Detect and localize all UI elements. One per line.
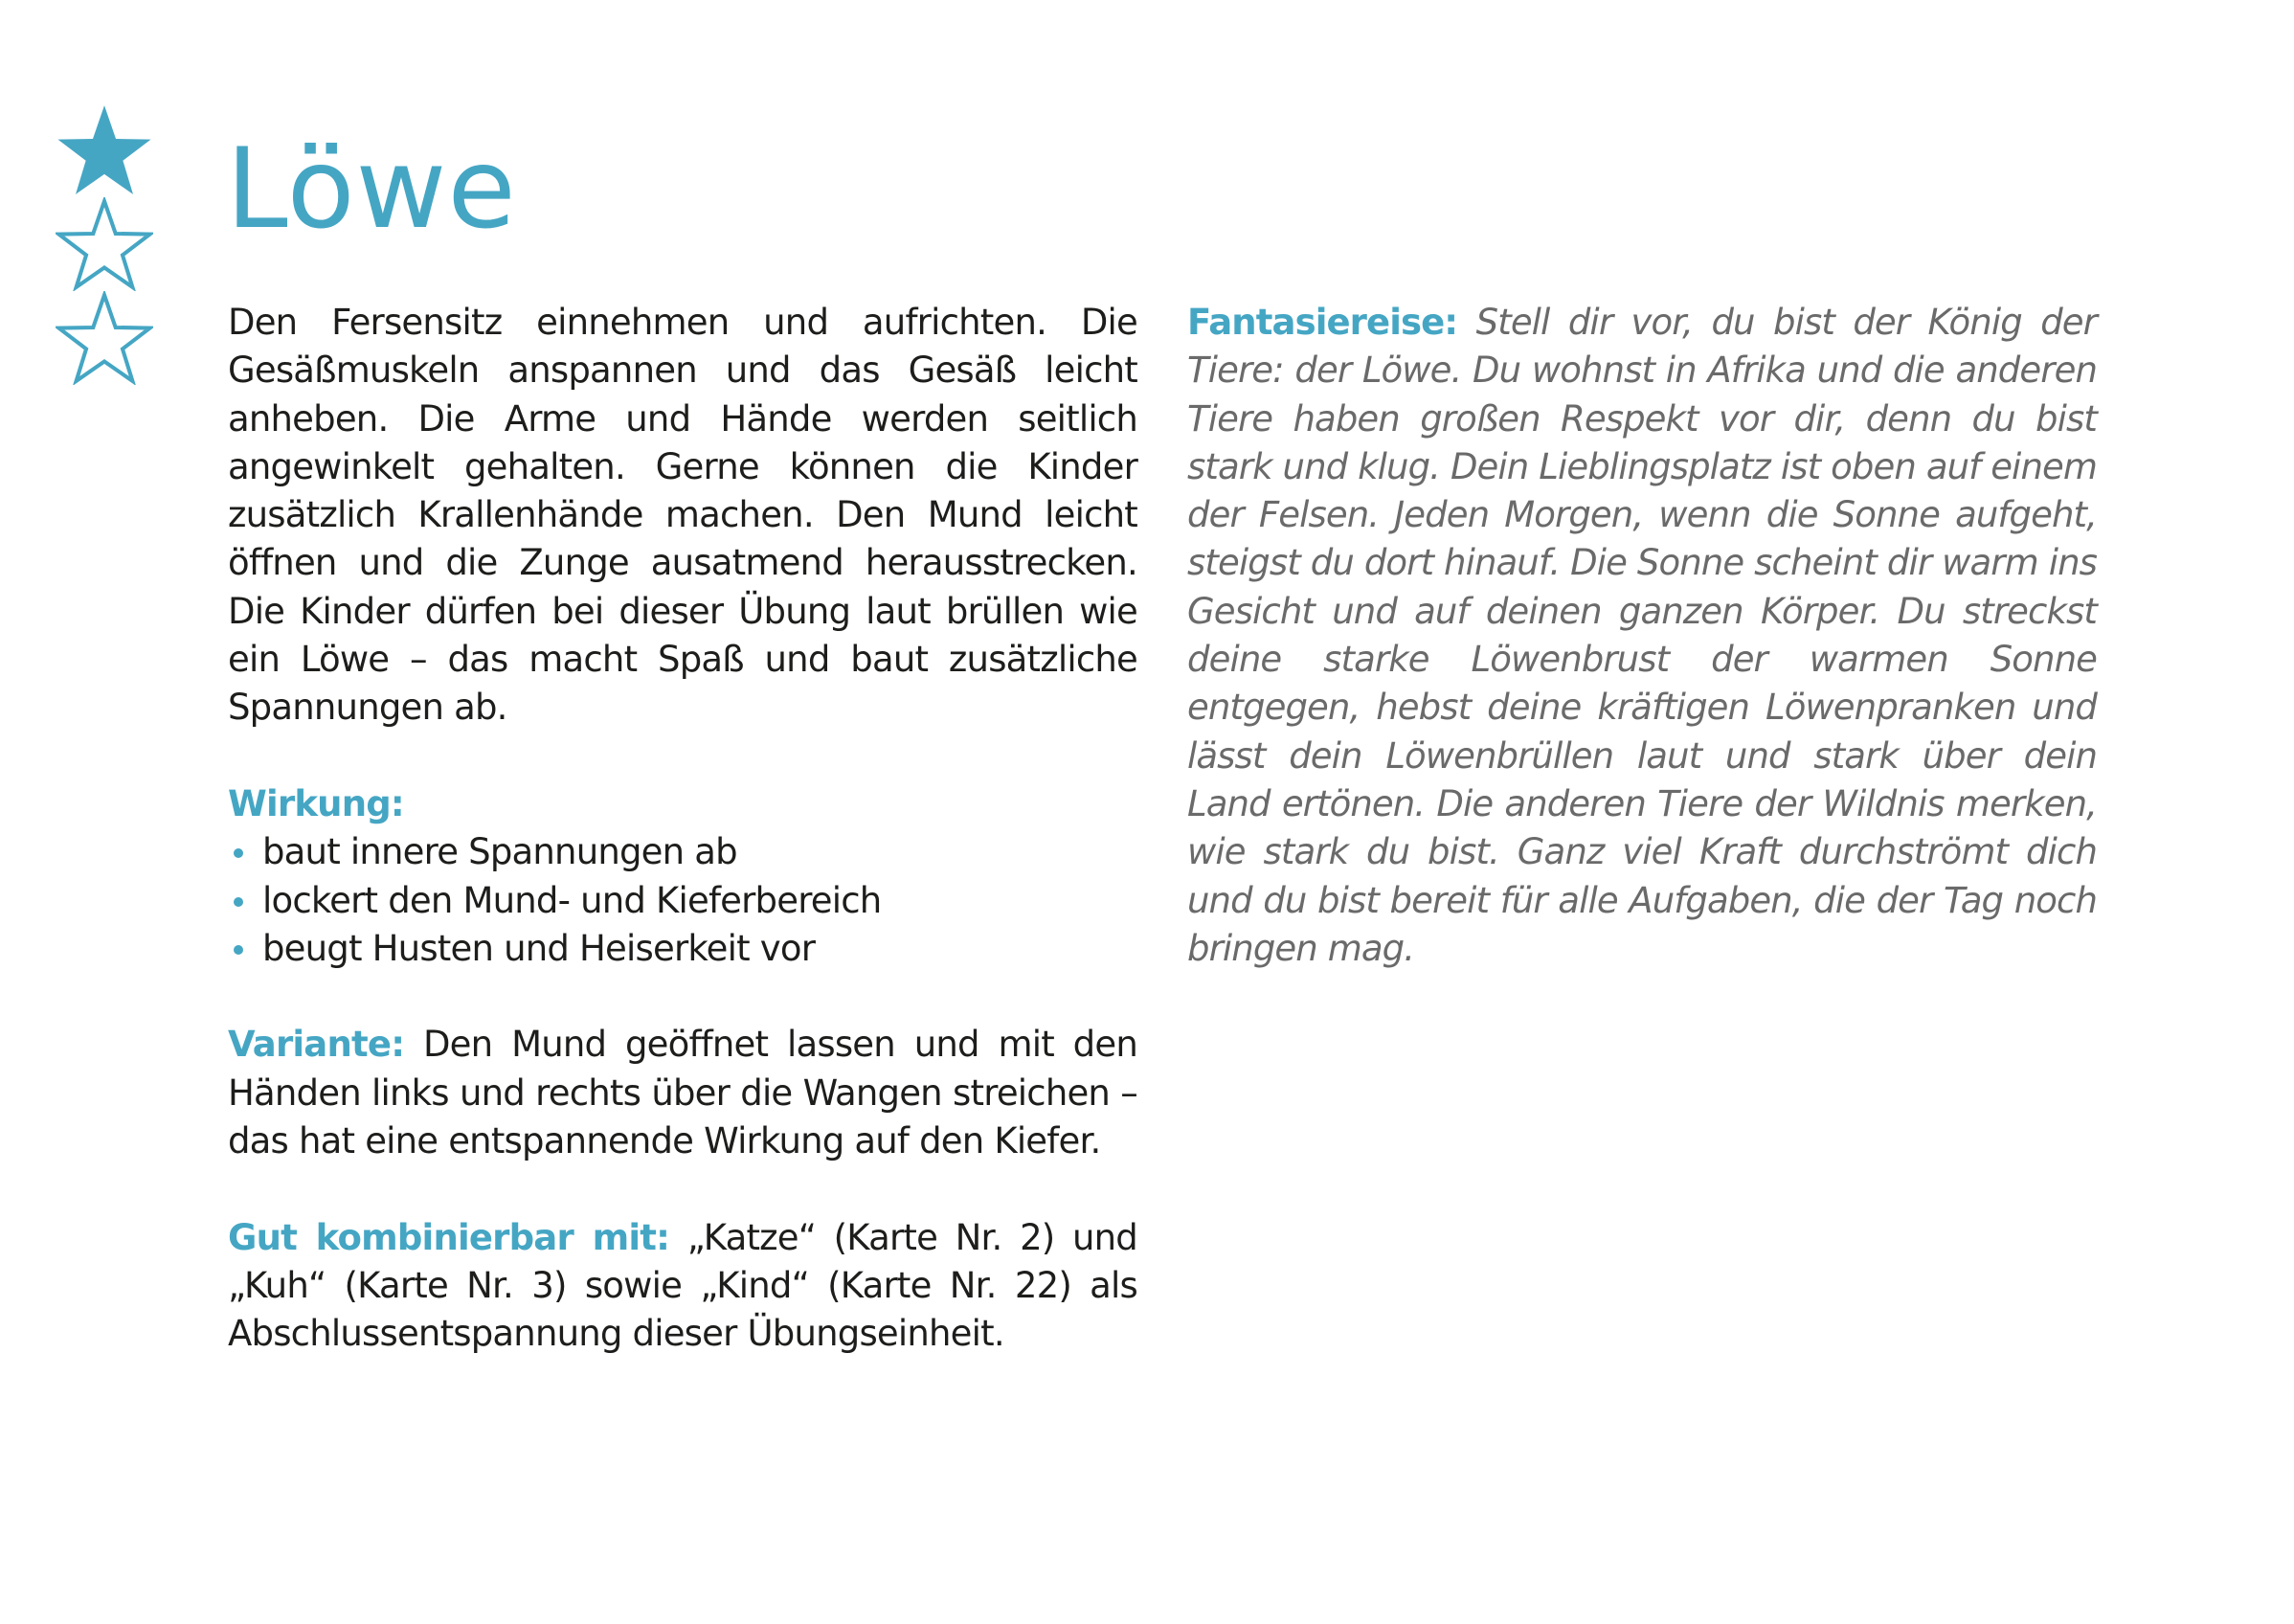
effects-heading (228, 780, 1137, 828)
variant-section (228, 1021, 1137, 1165)
list-item: baut innere Spannungen ab (228, 828, 1137, 876)
star-filled-icon (56, 103, 153, 197)
combination-text: „Katze“ (Karte Nr. 2) und „Kuh“ (Karte Nr. 3) sowie „Kind“ (Karte Nr. 22) als Abschlussentspannung dieser Übungseinheit. (228, 1216, 1137, 1355)
page-title: Löwe (226, 124, 517, 254)
variant-label: Variante: (228, 1024, 405, 1066)
right-column (1187, 299, 2097, 973)
list-item: lockert den Mund- und Kieferbereich (228, 877, 1137, 925)
exercise-description: Den Fersensitz einnehmen und aufrichten. Die Gesäßmuskeln anspannen und das Gesäß leicht anheben. Die Arme und Hände werden seitlich angewinkelt gehalten. Gerne können die Kinder zusätzlich Krallenhände machen. Den Mund leicht öffnen und die Zunge ausatmend herausstrecken. Die Kinder dürfen bei dieser Übung laut brüllen wie ein Löwe – das macht Spaß und baut zusätzliche Spannungen ab. (228, 302, 1137, 729)
fantasy-journey-label: Fantasiereise: (1187, 302, 1458, 343)
variant-text: Den Mund geöffnet lassen und mit den Händen links und rechts über die Wangen streichen – das hat eine entspannende Wirkung auf den Kiefer. (228, 1024, 1137, 1162)
left-column (228, 299, 1137, 1359)
combination-label: Gut kombinierbar mit: (228, 1216, 670, 1258)
star-outline-icon (56, 291, 153, 385)
difficulty-rating (56, 103, 153, 385)
fantasy-journey-text: Stell dir vor, du bist der König der Tiere: der Löwe. Du wohnst in Afrika und die anderen Tiere haben großen Respekt vor dir, denn du bist stark und klug. Dein Lieblingsplatz ist oben auf einem der Felsen. Jeden Morgen, wenn die Sonne aufgeht, steigst du dort hinauf. Die Sonne scheint dir warm ins Gesicht und auf deinen ganzen Körper. Du streckst deine starke Löwenbrust der warmen Sonne entgegen, hebst deine kräftigen Löwenpranken und lässt dein Löwenbrüllen laut und stark über dein Land ertönen. Die anderen Tiere der Wildnis merken, wie stark du bist. Ganz viel Kraft durchströmt dich und du bist bereit für alle Aufgaben, die der Tag noch bringen mag. (1187, 302, 2097, 969)
star-outline-icon (56, 197, 153, 291)
effects-label: Wirkung: (228, 782, 404, 824)
effects-list (228, 828, 1137, 973)
fantasy-journey-section (1187, 299, 2097, 973)
combination-section (228, 1214, 1137, 1359)
list-item: beugt Husten und Heiserkeit vor (228, 925, 1137, 973)
